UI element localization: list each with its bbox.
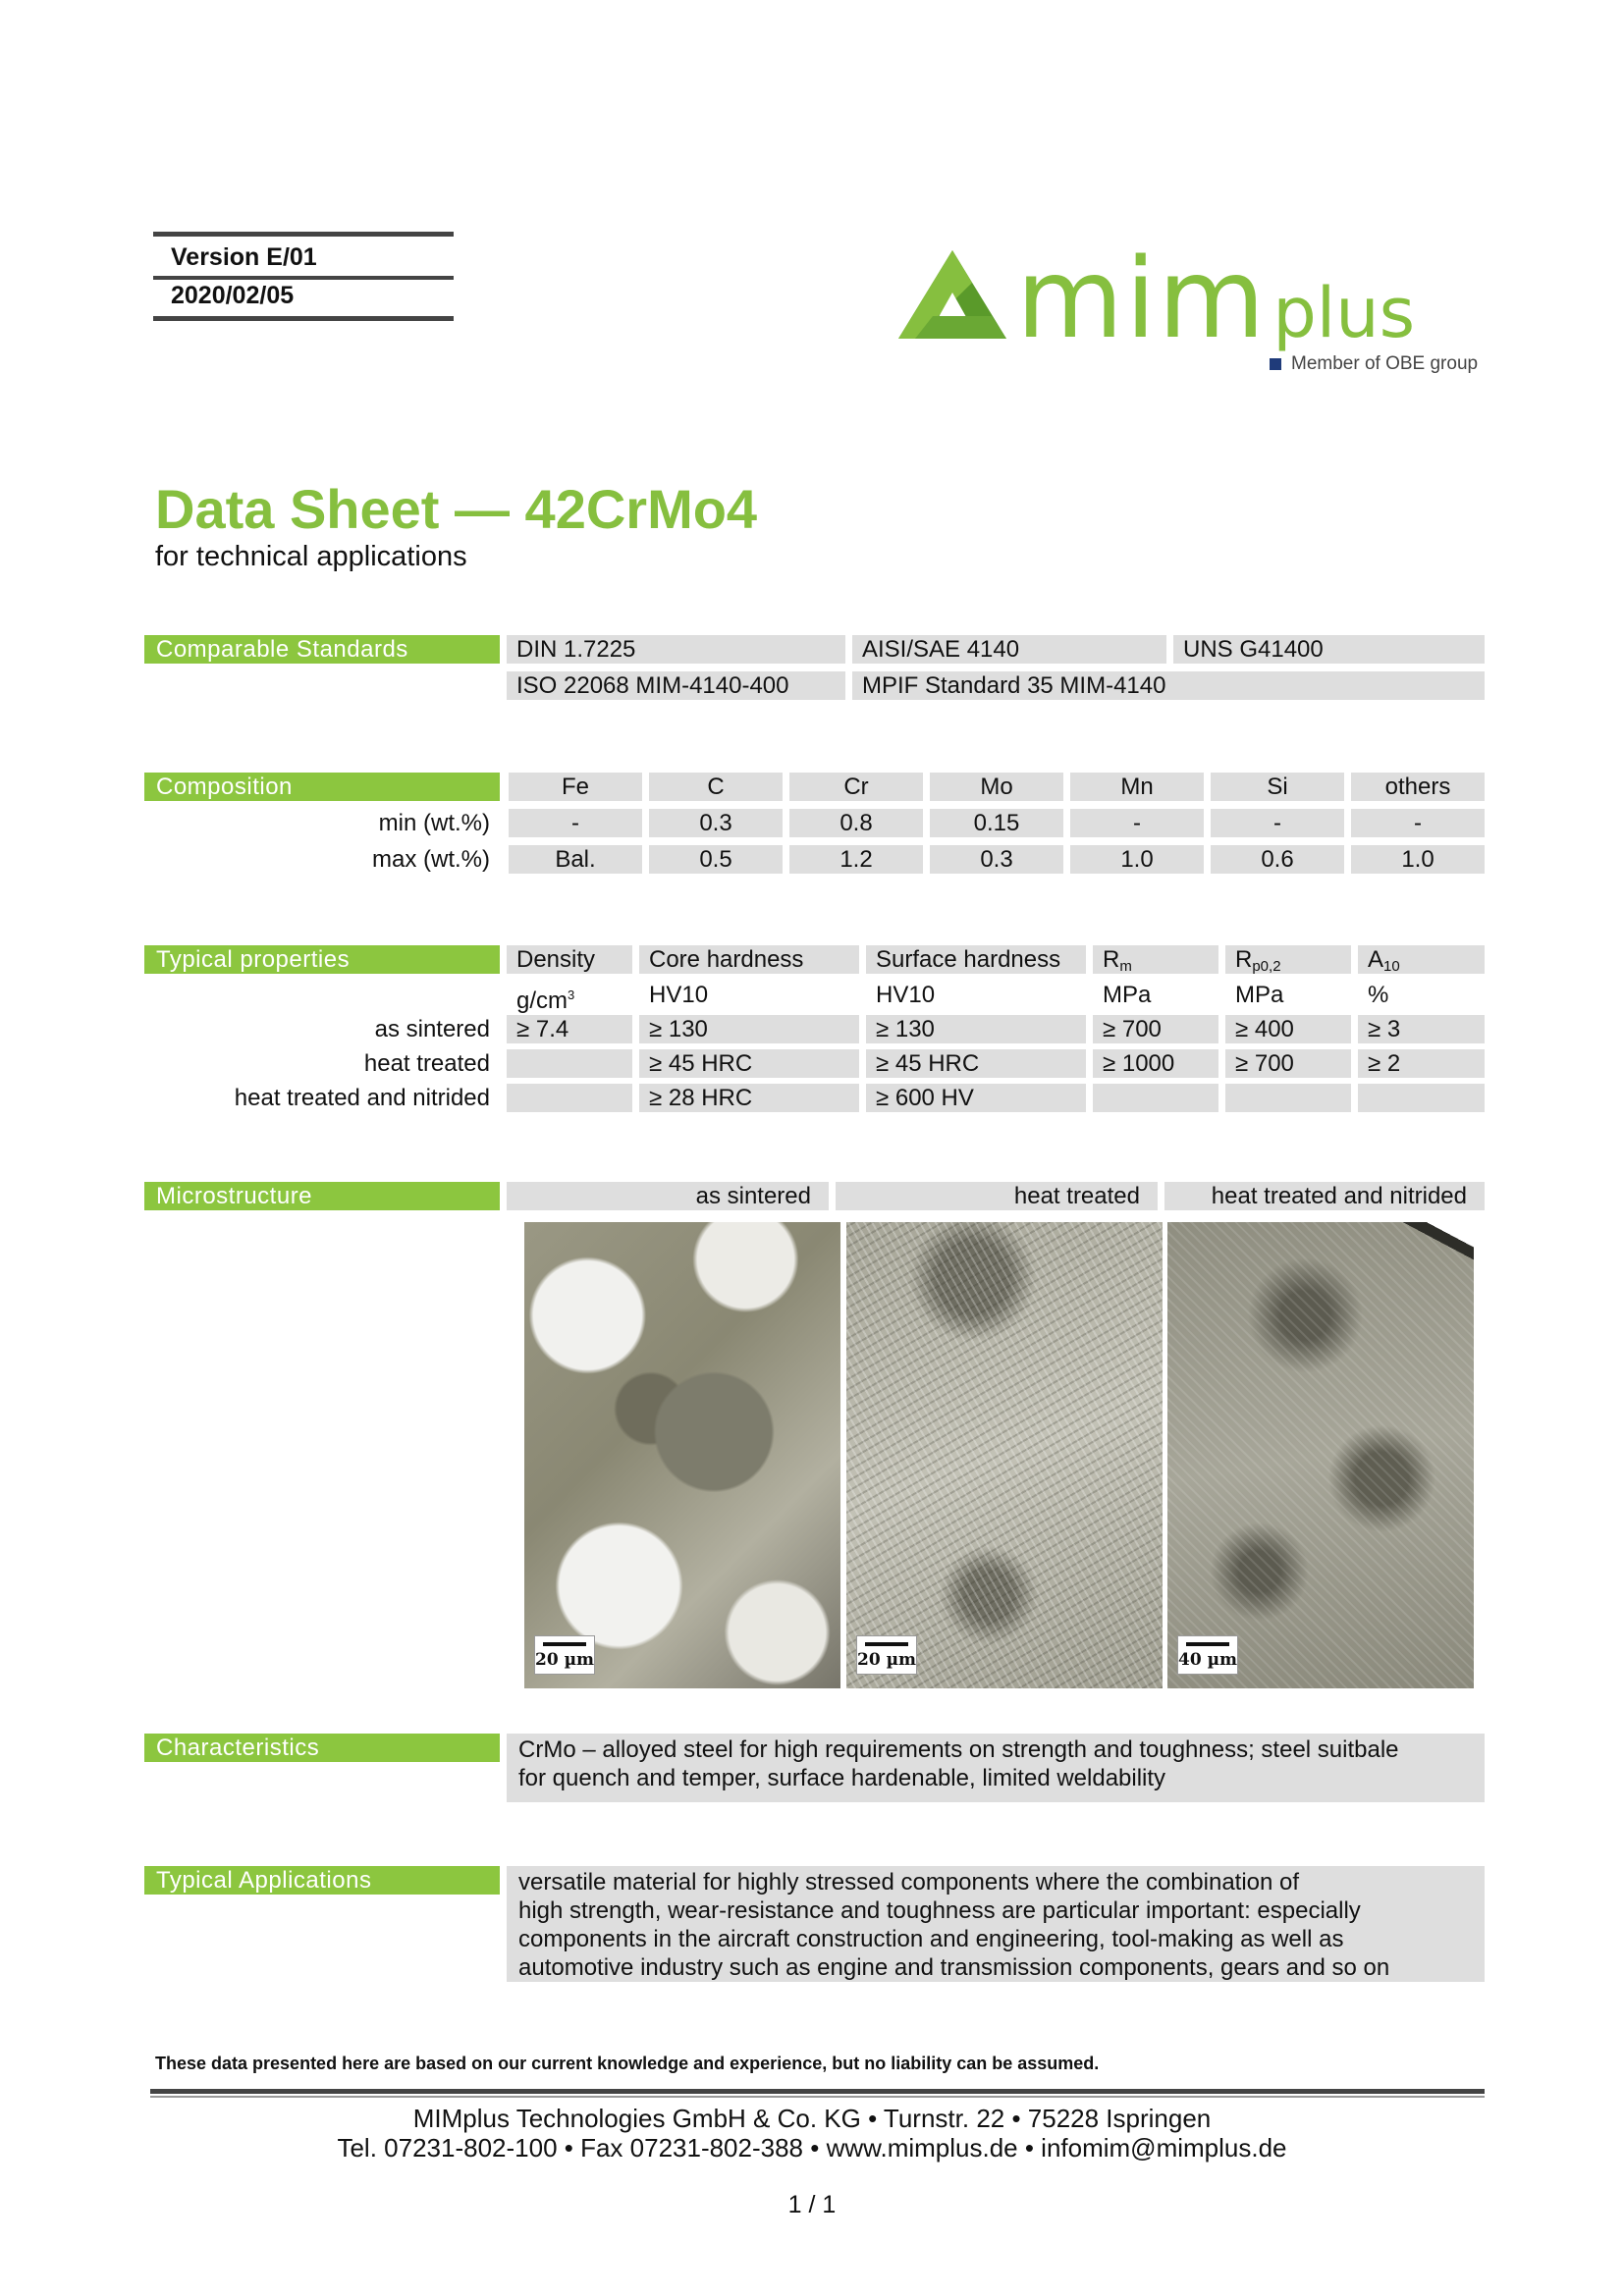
property-value: ≥ 3: [1358, 1015, 1485, 1043]
divider: [153, 316, 454, 321]
composition-value: -: [1070, 809, 1204, 837]
row-label: heat treated and nitrided: [234, 1085, 490, 1111]
micrograph-heat-treated-nitrided: [1167, 1222, 1474, 1688]
composition-header: Si: [1211, 773, 1344, 801]
logo-triangle-icon: [893, 245, 1011, 344]
footer-address: MIMplus Technologies GmbH & Co. KG • Turnstr. 22 • 75228 Ispringen: [412, 2104, 1212, 2133]
composition-header: Mo: [930, 773, 1063, 801]
composition-header: Fe: [509, 773, 642, 801]
composition-value: 1.0: [1070, 845, 1204, 874]
property-value: ≥ 400: [1225, 1015, 1351, 1043]
property-value: [1225, 1084, 1351, 1112]
property-header: Core hardness: [639, 945, 859, 974]
version-label: Version E/01: [171, 243, 317, 271]
page-title: Data Sheet — 42CrMo4: [155, 478, 758, 540]
property-unit: %: [1368, 982, 1389, 1008]
composition-value: 1.2: [789, 845, 923, 874]
divider: [153, 276, 454, 280]
micro-header: heat treated: [836, 1182, 1158, 1210]
property-unit: $g/cm^3$: [516, 988, 575, 1014]
composition-value: 0.15: [930, 809, 1063, 837]
property-unit: MPa: [1103, 982, 1152, 1008]
property-header: $A_{10}$: [1358, 945, 1485, 974]
property-header: Surface hardness: [866, 945, 1086, 974]
composition-value: 0.6: [1211, 845, 1344, 874]
member-note: Member of OBE group: [1270, 353, 1478, 375]
property-value: ≥ 1000: [1093, 1049, 1218, 1078]
property-value: [507, 1084, 632, 1112]
composition-value: 1.0: [1351, 845, 1485, 874]
disclaimer: These data presented here are based on our current knowledge and experience, but no liability can be assumed.: [155, 2054, 1100, 2073]
composition-value: 0.3: [649, 809, 783, 837]
characteristics-text: CrMo – alloyed steel for high requirements on strength and toughness; steel suitbale for quench and temper, surface hardenable, limited weldability: [507, 1734, 1485, 1802]
composition-value: -: [509, 809, 642, 837]
property-header: $R_{p0,2}$: [1225, 945, 1351, 974]
square-icon: [1270, 358, 1281, 370]
property-value: ≥ 700: [1225, 1049, 1351, 1078]
company-logo: [893, 236, 1483, 373]
standard-cell: ISO 22068 MIM-4140-400: [507, 671, 845, 700]
footer-divider: [150, 2096, 1485, 2098]
property-value: ≥ 7.4: [507, 1015, 632, 1043]
standards-label: Comparable Standards: [144, 635, 500, 664]
property-value: [1093, 1084, 1218, 1112]
property-value: ≥ 45 HRC: [866, 1049, 1086, 1078]
micro-header: heat treated and nitrided: [1164, 1182, 1485, 1210]
property-value: ≥ 130: [639, 1015, 859, 1043]
logo-text-plus: plus: [1272, 273, 1416, 353]
row-label: min (wt.%): [378, 810, 490, 836]
composition-value: 0.5: [649, 845, 783, 874]
composition-header: Mn: [1070, 773, 1204, 801]
standard-cell: DIN 1.7225: [507, 635, 845, 664]
property-unit: HV10: [649, 982, 709, 1008]
composition-label: Composition: [144, 773, 500, 801]
version-date: 2020/02/05: [171, 282, 295, 309]
row-label: heat treated: [363, 1050, 490, 1077]
logo-text-mim: mim: [1016, 236, 1268, 363]
property-value: ≥ 28 HRC: [639, 1084, 859, 1112]
property-unit: MPa: [1235, 982, 1284, 1008]
property-header: $R_m$: [1093, 945, 1218, 974]
standard-cell: AISI/SAE 4140: [852, 635, 1166, 664]
property-value: ≥ 2: [1358, 1049, 1485, 1078]
property-value: [507, 1049, 632, 1078]
microstructure-label: Microstructure: [144, 1182, 500, 1210]
micro-header: as sintered: [507, 1182, 829, 1210]
standard-cell: UNS G41400: [1173, 635, 1485, 664]
composition-value: Bal.: [509, 845, 642, 874]
page-subtitle: for technical applications: [155, 541, 467, 572]
property-value: ≥ 600 HV: [866, 1084, 1086, 1112]
composition-value: -: [1211, 809, 1344, 837]
property-value: ≥ 700: [1093, 1015, 1218, 1043]
page-number: 1 / 1: [787, 2191, 837, 2218]
scale-bar: 20 µm: [856, 1635, 917, 1675]
row-label: as sintered: [374, 1016, 490, 1042]
footer-divider: [150, 2089, 1485, 2094]
composition-header: Cr: [789, 773, 923, 801]
micrograph-as-sintered: [524, 1222, 840, 1688]
divider: [153, 232, 454, 237]
property-value: ≥ 130: [866, 1015, 1086, 1043]
composition-value: 0.8: [789, 809, 923, 837]
applications-text: versatile material for highly stressed components where the combination of high strength, wear-resistance and toughness are particular important: especially components in the aircraft construction and engineering, tool-making as well as automotive industry such as engine and transmission components, gears and so on: [507, 1866, 1485, 1982]
composition-header: C: [649, 773, 783, 801]
standard-cell: MPIF Standard 35 MIM-4140: [852, 671, 1485, 700]
property-header: Density: [507, 945, 632, 974]
property-value: [1358, 1084, 1485, 1112]
footer-contact: Tel. 07231-802-100 • Fax 07231-802-388 • www.mimplus.de • infomim@mimplus.de: [337, 2133, 1287, 2163]
micrograph-heat-treated: [846, 1222, 1163, 1688]
composition-header: others: [1351, 773, 1485, 801]
scale-bar: 40 µm: [1177, 1635, 1238, 1675]
applications-label: Typical Applications: [144, 1866, 500, 1895]
row-label: max (wt.%): [372, 846, 490, 873]
scale-bar: 20 µm: [534, 1635, 595, 1675]
property-unit: HV10: [876, 982, 936, 1008]
composition-value: -: [1351, 809, 1485, 837]
properties-label: Typical properties: [144, 945, 500, 974]
property-value: ≥ 45 HRC: [639, 1049, 859, 1078]
composition-value: 0.3: [930, 845, 1063, 874]
characteristics-label: Characteristics: [144, 1734, 500, 1762]
